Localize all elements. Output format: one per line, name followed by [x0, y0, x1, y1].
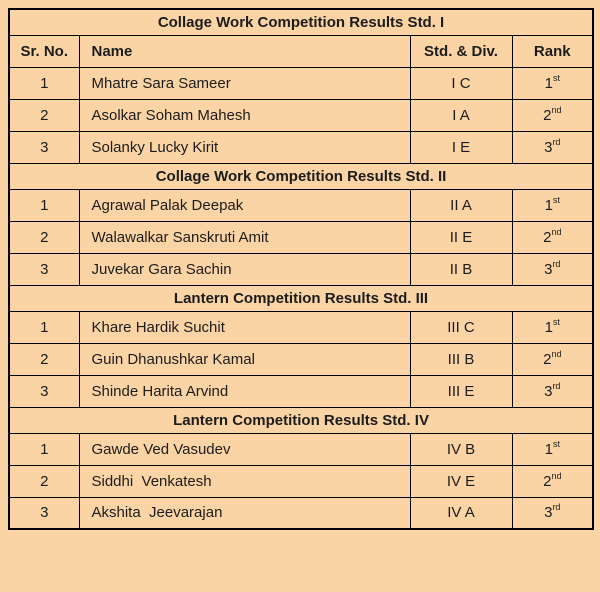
cell-rank [512, 465, 593, 497]
rank-ordinal-suffix: nd [551, 470, 562, 481]
table-row [9, 67, 593, 99]
section-title-row [9, 163, 593, 189]
cell-rank [512, 221, 593, 253]
rank-number: 2 [543, 472, 552, 490]
table-row [9, 311, 593, 343]
rank-ordinal-suffix: rd [552, 502, 561, 513]
cell-sr-no: 2 [9, 221, 79, 253]
rank-number: 3 [544, 138, 553, 156]
section-title: Lantern Competition Results Std. IV [9, 407, 593, 433]
table-row [9, 189, 593, 221]
rank-number: 2 [543, 228, 552, 246]
col-header-rank: Rank [512, 35, 593, 67]
cell-sr-no: 3 [9, 253, 79, 285]
cell-std-div: I A [410, 99, 512, 131]
rank-number: 3 [544, 504, 553, 522]
cell-rank [512, 343, 593, 375]
rank-number: 3 [544, 382, 553, 400]
cell-student-name: Khare Hardik Suchit [79, 311, 410, 343]
cell-rank [512, 189, 593, 221]
cell-std-div: III B [410, 343, 512, 375]
cell-sr-no: 3 [9, 375, 79, 407]
table-row [9, 131, 593, 163]
cell-std-div: IV E [410, 465, 512, 497]
rank-ordinal-suffix: rd [552, 380, 561, 391]
table-row [9, 221, 593, 253]
cell-student-name: Mhatre Sara Sameer [79, 67, 410, 99]
cell-std-div: II A [410, 189, 512, 221]
table-row [9, 497, 593, 529]
cell-std-div: I E [410, 131, 512, 163]
rank-number: 1 [544, 440, 553, 458]
col-header-std-div: Std. & Div. [410, 35, 512, 67]
cell-student-name: Guin Dhanushkar Kamal [79, 343, 410, 375]
section-title-row [9, 407, 593, 433]
rank-number: 1 [544, 196, 553, 214]
section-title-row [9, 285, 593, 311]
cell-rank [512, 99, 593, 131]
rank-number: 2 [543, 106, 552, 124]
table-row [9, 99, 593, 131]
cell-student-name: Gawde Ved Vasudev [79, 433, 410, 465]
cell-sr-no: 2 [9, 465, 79, 497]
table-row [9, 375, 593, 407]
cell-sr-no: 3 [9, 131, 79, 163]
cell-student-name: Siddhi Venkatesh [79, 465, 410, 497]
rank-ordinal-suffix: nd [551, 104, 562, 115]
cell-sr-no: 3 [9, 497, 79, 529]
cell-sr-no: 1 [9, 67, 79, 99]
cell-rank [512, 375, 593, 407]
cell-student-name: Asolkar Soham Mahesh [79, 99, 410, 131]
section-title: Collage Work Competition Results Std. II [9, 163, 593, 189]
cell-sr-no: 2 [9, 99, 79, 131]
cell-std-div: I C [410, 67, 512, 99]
column-header-row [9, 35, 593, 67]
cell-std-div: III E [410, 375, 512, 407]
section-title: Lantern Competition Results Std. III [9, 285, 593, 311]
section-title: Collage Work Competition Results Std. I [9, 9, 593, 35]
cell-std-div: III C [410, 311, 512, 343]
cell-student-name: Shinde Harita Arvind [79, 375, 410, 407]
cell-sr-no: 1 [9, 433, 79, 465]
cell-rank [512, 67, 593, 99]
cell-rank [512, 497, 593, 529]
rank-ordinal-suffix: st [552, 438, 560, 449]
table-row [9, 253, 593, 285]
rank-ordinal-suffix: st [552, 316, 560, 327]
rank-ordinal-suffix: nd [551, 348, 562, 359]
col-header-name: Name [79, 35, 410, 67]
cell-student-name: Akshita Jeevarajan [79, 497, 410, 529]
cell-student-name: Agrawal Palak Deepak [79, 189, 410, 221]
cell-std-div: II B [410, 253, 512, 285]
rank-ordinal-suffix: st [552, 72, 560, 83]
cell-rank [512, 253, 593, 285]
col-header-sr-no: Sr. No. [9, 35, 79, 67]
cell-sr-no: 2 [9, 343, 79, 375]
rank-number: 3 [544, 260, 553, 278]
cell-sr-no: 1 [9, 189, 79, 221]
results-table [8, 8, 594, 530]
rank-ordinal-suffix: st [552, 194, 560, 205]
cell-sr-no: 1 [9, 311, 79, 343]
cell-std-div: II E [410, 221, 512, 253]
rank-number: 1 [544, 74, 553, 92]
cell-student-name: Solanky Lucky Kirit [79, 131, 410, 163]
table-row [9, 343, 593, 375]
rank-ordinal-suffix: rd [552, 136, 561, 147]
cell-std-div: IV B [410, 433, 512, 465]
section-title-row [9, 9, 593, 35]
rank-ordinal-suffix: rd [552, 258, 561, 269]
cell-student-name: Walawalkar Sanskruti Amit [79, 221, 410, 253]
rank-ordinal-suffix: nd [551, 226, 562, 237]
cell-rank [512, 311, 593, 343]
cell-rank [512, 433, 593, 465]
rank-number: 1 [544, 318, 553, 336]
cell-student-name: Juvekar Gara Sachin [79, 253, 410, 285]
table-row [9, 465, 593, 497]
table-row [9, 433, 593, 465]
cell-rank [512, 131, 593, 163]
rank-number: 2 [543, 350, 552, 368]
cell-std-div: IV A [410, 497, 512, 529]
